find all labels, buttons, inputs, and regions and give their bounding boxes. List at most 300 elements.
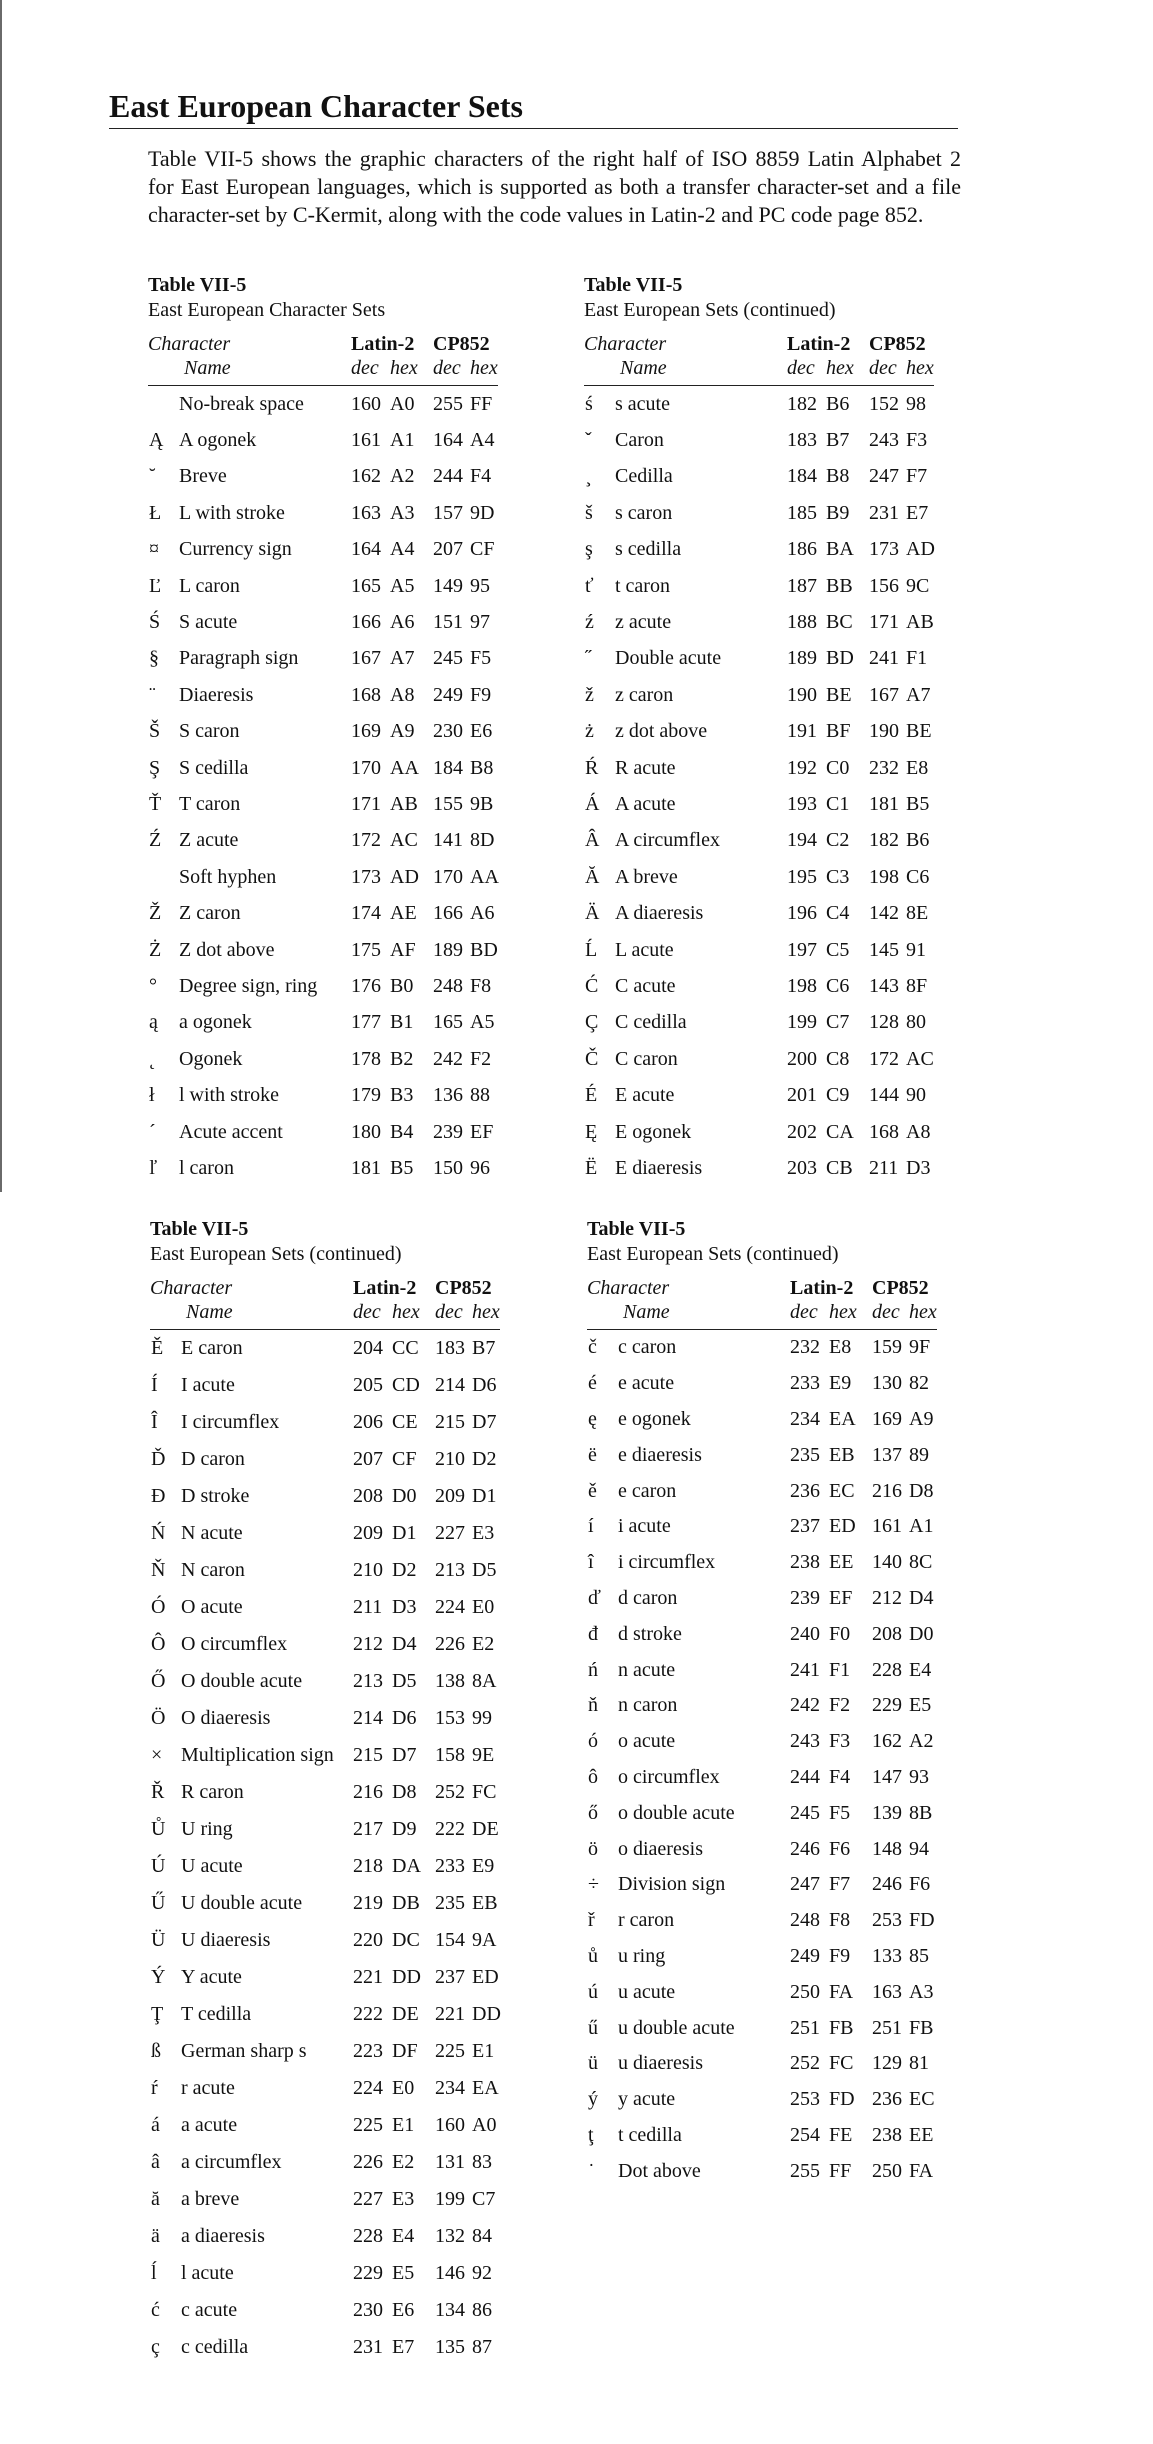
cp852-dec: 183: [435, 1337, 465, 1359]
row-name: l acute: [181, 2262, 234, 2284]
latin2-hex: E1: [392, 2114, 415, 2136]
row-name: L with stroke: [179, 501, 285, 524]
cp852-hex: A6: [470, 902, 495, 925]
latin2-hex: CA: [826, 1120, 854, 1143]
latin2-hex: D8: [392, 1781, 417, 1803]
latin2-dec: 253: [790, 2088, 820, 2111]
cp852-hex: 84: [472, 2225, 492, 2247]
table-row: [584, 386, 934, 422]
cp852-hex: E1: [472, 2040, 495, 2062]
cp852-dec: 135: [435, 2336, 465, 2358]
cp852-hex: B6: [906, 829, 930, 852]
table-row: [584, 750, 934, 786]
row-glyph: Ń: [151, 1522, 166, 1544]
table-row: [587, 1974, 937, 2010]
row-glyph: Ť: [149, 792, 162, 815]
cp852-dec: 184: [433, 756, 463, 779]
row-glyph: Ç: [585, 1011, 599, 1034]
table-row: [148, 714, 498, 750]
table-row: [150, 1441, 500, 1478]
table-subtitle: East European Character Sets: [148, 299, 386, 321]
cp852-dec: 211: [869, 1156, 899, 1179]
cp852-dec: 149: [433, 574, 463, 597]
latin2-hex: C3: [826, 865, 850, 888]
latin2-hex: DD: [392, 1966, 421, 1988]
table-row: [150, 2329, 500, 2366]
table-row: [584, 1041, 934, 1077]
latin2-dec: 211: [353, 1596, 383, 1618]
row-name: U acute: [181, 1855, 243, 1877]
header-latin2: Latin-2: [351, 333, 415, 355]
latin2-dec: 170: [351, 756, 381, 779]
cp852-dec: 214: [435, 1374, 465, 1396]
cp852-hex: DD: [472, 2003, 501, 2025]
cp852-hex: E0: [472, 1596, 495, 1618]
cp852-dec: 168: [869, 1120, 899, 1143]
latin2-dec: 169: [351, 720, 381, 743]
table-body: [587, 1330, 937, 2189]
latin2-dec: 187: [787, 574, 817, 597]
latin2-hex: A9: [390, 720, 415, 743]
latin2-dec: 181: [351, 1156, 381, 1179]
latin2-dec: 190: [787, 683, 817, 706]
latin2-dec: 182: [787, 392, 817, 415]
table-row: [584, 641, 934, 677]
header-cp852-dec: dec: [869, 357, 897, 379]
header-cp852: CP852: [872, 1277, 929, 1299]
cp852-hex: 85: [909, 1944, 929, 1967]
cp852-hex: E4: [909, 1658, 932, 1681]
cp852-hex: D1: [472, 1485, 497, 1507]
cp852-hex: F7: [906, 465, 928, 488]
table-row: [148, 859, 498, 895]
row-name: r caron: [618, 1909, 675, 1932]
row-glyph: ˙: [588, 2159, 595, 2182]
latin2-dec: 230: [353, 2299, 383, 2321]
cp852-hex: BD: [470, 938, 498, 961]
row-name: a diaeresis: [181, 2225, 265, 2247]
latin2-hex: D0: [392, 1485, 417, 1507]
row-glyph: ´: [149, 1120, 156, 1143]
latin2-dec: 196: [787, 902, 817, 925]
latin2-hex: EF: [829, 1586, 853, 1609]
row-glyph: ž: [585, 683, 594, 706]
table-row: [148, 459, 498, 495]
header-cp852: CP852: [435, 1277, 492, 1299]
row-glyph: Ý: [151, 1966, 166, 1988]
latin2-hex: BC: [826, 611, 853, 634]
row-name: U double acute: [181, 1892, 303, 1914]
cp852-dec: 216: [872, 1479, 902, 1502]
row-glyph: ź: [585, 611, 594, 634]
row-name: d caron: [618, 1586, 678, 1609]
latin2-hex: B3: [390, 1084, 414, 1107]
row-name: Y acute: [181, 1966, 242, 1988]
cp852-hex: A3: [909, 1980, 934, 2003]
latin2-dec: 216: [353, 1781, 383, 1803]
header-latin2-dec: dec: [790, 1301, 818, 1323]
table-row: [587, 1437, 937, 1473]
cp852-dec: 222: [435, 1818, 465, 1840]
cp852-dec: 169: [872, 1407, 902, 1430]
table-row: [150, 1626, 500, 1663]
row-glyph: Ů: [151, 1818, 166, 1840]
table-row: [584, 677, 934, 713]
row-name: u ring: [618, 1944, 666, 1967]
row-name: o circumflex: [618, 1765, 720, 1788]
table-row: [587, 1903, 937, 1939]
row-name: Acute accent: [179, 1120, 283, 1143]
row-name: A circumflex: [615, 829, 720, 852]
cp852-hex: CF: [470, 538, 495, 561]
table-row: [148, 641, 498, 677]
row-name: C cedilla: [615, 1011, 687, 1034]
latin2-hex: AA: [390, 756, 419, 779]
cp852-dec: 232: [869, 756, 899, 779]
latin2-dec: 179: [351, 1084, 381, 1107]
latin2-dec: 254: [790, 2123, 820, 2146]
row-glyph: ő: [588, 1801, 598, 1824]
row-glyph: ş: [585, 538, 593, 561]
cp852-hex: D4: [909, 1586, 934, 1609]
row-name: Diaeresis: [179, 683, 254, 706]
header-name: Name: [186, 1301, 233, 1323]
latin2-dec: 180: [351, 1120, 381, 1143]
row-glyph: Ú: [151, 1855, 166, 1877]
latin2-dec: 186: [787, 538, 817, 561]
cp852-hex: A8: [906, 1120, 931, 1143]
row-glyph: ň: [588, 1694, 598, 1717]
cp852-dec: 248: [433, 974, 463, 997]
row-name: r acute: [181, 2077, 235, 2099]
table-row: [150, 1552, 500, 1589]
header-latin2-hex: hex: [826, 357, 854, 379]
row-glyph: Ś: [149, 611, 161, 634]
row-glyph: Ő: [151, 1670, 166, 1692]
row-name: e acute: [618, 1372, 675, 1395]
header-character: Character: [148, 333, 231, 355]
row-glyph: ă: [151, 2188, 160, 2210]
latin2-hex: E3: [392, 2188, 415, 2210]
cp852-hex: 87: [472, 2336, 492, 2358]
header-cp852: CP852: [869, 333, 926, 355]
latin2-dec: 161: [351, 429, 381, 452]
latin2-hex: C9: [826, 1084, 850, 1107]
cp852-dec: 158: [435, 1744, 465, 1766]
cp852-dec: 247: [869, 465, 899, 488]
latin2-hex: AB: [390, 792, 418, 815]
latin2-dec: 236: [790, 1479, 820, 1502]
cp852-dec: 241: [869, 647, 899, 670]
cp852-hex: F4: [470, 465, 492, 488]
cp852-dec: 224: [435, 1596, 465, 1618]
row-name: O double acute: [181, 1670, 303, 1692]
cp852-dec: 150: [433, 1156, 463, 1179]
cp852-dec: 142: [869, 902, 899, 925]
latin2-hex: AF: [390, 938, 416, 961]
latin2-dec: 243: [790, 1730, 820, 1753]
latin2-dec: 220: [353, 1929, 383, 1951]
cp852-hex: EE: [909, 2123, 934, 2146]
table-body: [150, 1330, 500, 2366]
row-glyph: Á: [585, 792, 600, 815]
latin2-hex: C1: [826, 792, 850, 815]
latin2-hex: FE: [829, 2123, 853, 2146]
latin2-dec: 251: [790, 2016, 820, 2039]
table-row: [148, 1150, 498, 1186]
header-cp852: CP852: [433, 333, 490, 355]
table-row: [584, 968, 934, 1004]
row-glyph: Ć: [585, 974, 599, 997]
latin2-hex: B1: [390, 1011, 414, 1034]
row-name: D caron: [181, 1448, 245, 1470]
latin2-hex: A8: [390, 683, 415, 706]
row-glyph: Ë: [585, 1156, 598, 1179]
row-name: E diaeresis: [615, 1156, 703, 1179]
row-name: U diaeresis: [181, 1929, 271, 1951]
table-header: [587, 1276, 937, 1330]
cp852-dec: 210: [435, 1448, 465, 1470]
table-row: [584, 1005, 934, 1041]
row-glyph: Ź: [149, 829, 162, 852]
cp852-dec: 171: [869, 611, 899, 634]
header-latin2-dec: dec: [787, 357, 815, 379]
cp852-hex: 89: [909, 1443, 929, 1466]
latin2-dec: 232: [790, 1336, 820, 1359]
cp852-dec: 157: [433, 501, 463, 524]
table-row: [150, 2292, 500, 2329]
cp852-hex: ED: [472, 1966, 499, 1988]
latin2-dec: 241: [790, 1658, 820, 1681]
table-title: Table VII-5: [150, 1218, 249, 1240]
table-row: [150, 1663, 500, 1700]
latin2-hex: CD: [392, 1374, 420, 1396]
row-name: e ogonek: [618, 1407, 691, 1430]
row-name: Caron: [615, 429, 664, 452]
table-row: [150, 1700, 500, 1737]
cp852-dec: 155: [433, 792, 463, 815]
latin2-dec: 201: [787, 1084, 817, 1107]
cp852-dec: 130: [872, 1372, 902, 1395]
latin2-hex: F4: [829, 1765, 851, 1788]
latin2-dec: 239: [790, 1586, 820, 1609]
cp852-dec: 170: [433, 865, 463, 888]
row-glyph: đ: [588, 1622, 598, 1645]
row-name: s cedilla: [615, 538, 682, 561]
latin2-dec: 255: [790, 2159, 820, 2182]
latin2-hex: DA: [392, 1855, 421, 1877]
latin2-dec: 202: [787, 1120, 817, 1143]
cp852-hex: D3: [906, 1156, 931, 1179]
cp852-hex: 8E: [906, 902, 929, 925]
latin2-hex: D1: [392, 1522, 417, 1544]
cp852-dec: 164: [433, 429, 463, 452]
cp852-hex: 9D: [470, 501, 495, 524]
latin2-dec: 185: [787, 501, 817, 524]
table-row: [587, 1581, 937, 1617]
cp852-hex: D2: [472, 1448, 497, 1470]
row-name: Paragraph sign: [179, 647, 299, 670]
latin2-dec: 171: [351, 792, 381, 815]
row-glyph: ç: [151, 2336, 160, 2358]
row-glyph: ˝: [585, 647, 592, 670]
latin2-hex: DB: [392, 1892, 420, 1914]
latin2-hex: ED: [829, 1515, 856, 1538]
latin2-hex: F1: [829, 1658, 851, 1681]
table-row: [148, 932, 498, 968]
table-row: [148, 895, 498, 931]
cp852-dec: 221: [435, 2003, 465, 2025]
latin2-hex: FB: [829, 2016, 854, 2039]
intro-line: character-set by C-Kermit, along with the code values in Latin-2 and PC code page 852.: [148, 202, 924, 227]
latin2-dec: 242: [790, 1694, 820, 1717]
header-latin2-dec: dec: [353, 1301, 381, 1323]
latin2-hex: DE: [392, 2003, 419, 2025]
cp852-dec: 132: [435, 2225, 465, 2247]
row-glyph: ¸: [585, 465, 592, 488]
cp852-hex: 9E: [472, 1744, 495, 1766]
table-row: [587, 2010, 937, 2046]
latin2-dec: 227: [353, 2188, 383, 2210]
latin2-hex: B4: [390, 1120, 414, 1143]
row-name: Breve: [179, 465, 227, 488]
latin2-dec: 167: [351, 647, 381, 670]
table-part-4: [587, 1217, 937, 2189]
cp852-hex: 93: [909, 1765, 929, 1788]
cp852-dec: 162: [872, 1730, 902, 1753]
latin2-hex: EE: [829, 1551, 854, 1574]
latin2-hex: D5: [392, 1670, 417, 1692]
cp852-hex: F8: [470, 974, 492, 997]
cp852-hex: 8D: [470, 829, 495, 852]
table-row: [150, 2033, 500, 2070]
latin2-hex: F8: [829, 1909, 851, 1932]
table-row: [148, 1077, 498, 1113]
latin2-dec: 207: [353, 1448, 383, 1470]
latin2-hex: BA: [826, 538, 854, 561]
row-name: c cedilla: [181, 2336, 249, 2358]
row-name: E caron: [181, 1337, 243, 1359]
latin2-hex: E8: [829, 1336, 852, 1359]
latin2-hex: A5: [390, 574, 415, 597]
table-row: [148, 1005, 498, 1041]
header-latin2-hex: hex: [829, 1301, 857, 1323]
heading-rule: [109, 128, 958, 129]
row-name: s acute: [615, 392, 670, 415]
table-row: [150, 2070, 500, 2107]
row-glyph: ó: [588, 1730, 598, 1753]
row-name: o double acute: [618, 1801, 735, 1824]
row-glyph: ¤: [149, 538, 159, 561]
row-glyph: É: [585, 1084, 598, 1107]
table-row: [587, 1760, 937, 1796]
latin2-dec: 173: [351, 865, 381, 888]
header-name: Name: [620, 357, 667, 379]
table-row: [587, 1939, 937, 1975]
cp852-dec: 144: [869, 1084, 899, 1107]
cp852-dec: 227: [435, 1522, 465, 1544]
row-name: a breve: [181, 2188, 240, 2210]
cp852-dec: 137: [872, 1443, 902, 1466]
row-glyph: Ü: [151, 1929, 166, 1951]
latin2-dec: 199: [787, 1011, 817, 1034]
cp852-dec: 166: [433, 902, 463, 925]
table-row: [148, 386, 498, 422]
row-glyph: Ş: [149, 756, 161, 779]
cp852-dec: 161: [872, 1515, 902, 1538]
row-name: i circumflex: [618, 1551, 716, 1574]
header-latin2-hex: hex: [392, 1301, 420, 1323]
cp852-hex: 98: [906, 392, 926, 415]
cp852-hex: DE: [472, 1818, 499, 1840]
cp852-hex: AD: [906, 538, 935, 561]
latin2-hex: E4: [392, 2225, 415, 2247]
row-glyph: ť: [585, 574, 594, 597]
cp852-hex: EC: [909, 2088, 935, 2111]
cp852-dec: 153: [435, 1707, 465, 1729]
cp852-hex: B5: [906, 792, 930, 815]
latin2-dec: 208: [353, 1485, 383, 1507]
table-row: [150, 1774, 500, 1811]
table-row: [587, 1402, 937, 1438]
latin2-dec: 238: [790, 1551, 820, 1574]
cp852-dec: 229: [872, 1694, 902, 1717]
table-row: [148, 495, 498, 531]
header-cp852-hex: hex: [470, 357, 498, 379]
row-glyph: ŕ: [151, 2077, 158, 2099]
cp852-dec: 242: [433, 1047, 463, 1070]
cp852-dec: 198: [869, 865, 899, 888]
latin2-dec: 233: [790, 1372, 820, 1395]
latin2-hex: BD: [826, 647, 854, 670]
row-name: E acute: [615, 1084, 675, 1107]
row-name: A ogonek: [179, 429, 257, 452]
cp852-hex: EA: [472, 2077, 499, 2099]
latin2-hex: CB: [826, 1156, 853, 1179]
row-name: t caron: [615, 574, 670, 597]
cp852-dec: 147: [872, 1765, 902, 1788]
cp852-hex: 82: [909, 1372, 929, 1395]
row-name: a acute: [181, 2114, 238, 2136]
cp852-dec: 238: [872, 2123, 902, 2146]
cp852-hex: FB: [909, 2016, 934, 2039]
cp852-hex: A7: [906, 683, 931, 706]
row-glyph: Ň: [151, 1559, 166, 1581]
cp852-dec: 154: [435, 1929, 465, 1951]
row-glyph: Î: [151, 1411, 158, 1433]
latin2-hex: A4: [390, 538, 415, 561]
row-name: Currency sign: [179, 538, 292, 561]
row-glyph: ż: [585, 720, 594, 743]
cp852-hex: F5: [470, 647, 492, 670]
cp852-hex: FC: [472, 1781, 497, 1803]
cp852-dec: 250: [872, 2159, 902, 2182]
row-name: t cedilla: [618, 2123, 682, 2146]
cp852-hex: 97: [470, 611, 490, 634]
latin2-dec: 209: [353, 1522, 383, 1544]
row-name: C acute: [615, 974, 676, 997]
latin2-dec: 247: [790, 1873, 820, 1896]
cp852-hex: F3: [906, 429, 928, 452]
latin2-dec: 246: [790, 1837, 820, 1860]
latin2-dec: 234: [790, 1407, 820, 1430]
cp852-dec: 163: [872, 1980, 902, 2003]
row-glyph: č: [588, 1336, 597, 1359]
table-row: [150, 2218, 500, 2255]
table-title: Table VII-5: [584, 274, 683, 296]
latin2-dec: 225: [353, 2114, 383, 2136]
cp852-dec: 172: [869, 1047, 899, 1070]
